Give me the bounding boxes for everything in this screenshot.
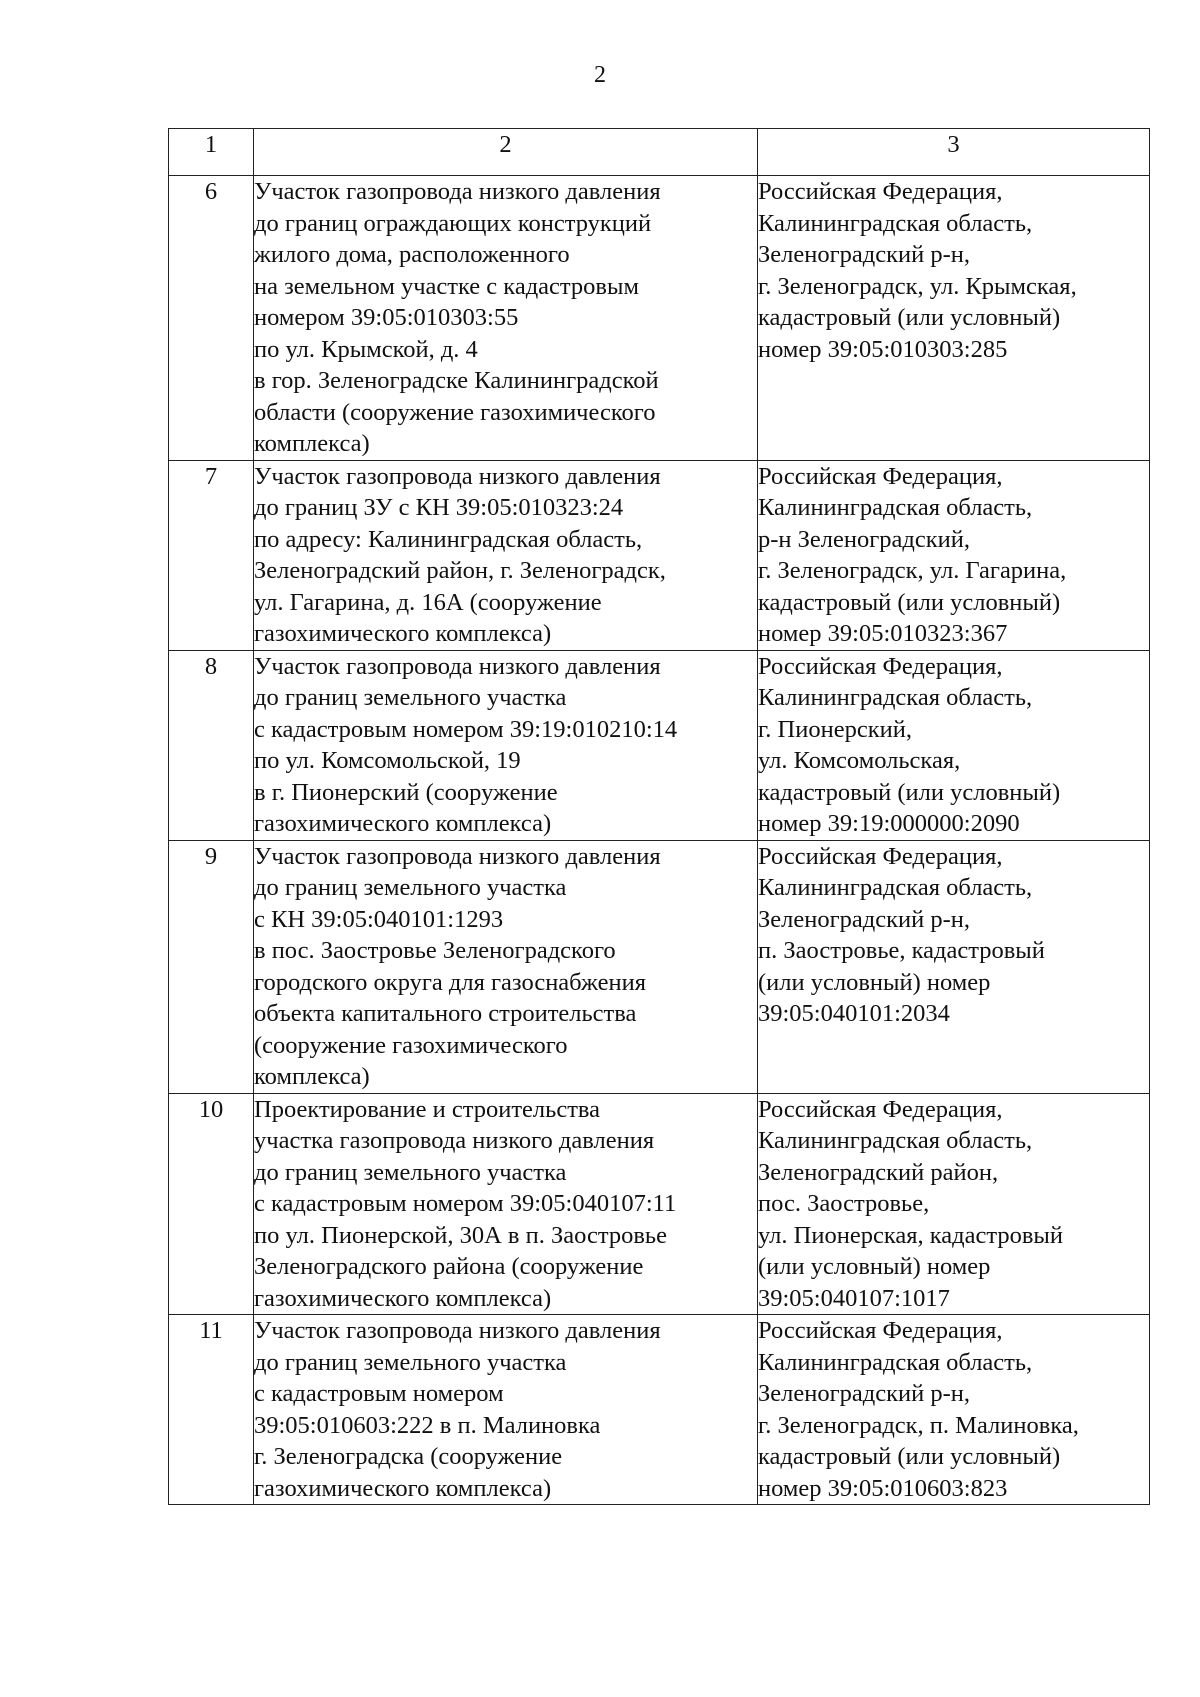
description-line: с КН 39:05:040101:1293 bbox=[254, 905, 504, 933]
address-line: Российская Федерация, bbox=[758, 1317, 1003, 1344]
page-number: 2 bbox=[594, 62, 606, 88]
address-line: г. Пионерский, bbox=[758, 715, 912, 743]
address-line: номер 39:05:010323:367 bbox=[758, 620, 1008, 647]
address-line: 39:05:040107:1017 bbox=[758, 1284, 950, 1312]
description-line: 39:05:010603:222 в п. Малиновка bbox=[254, 1411, 601, 1439]
description-line: Участок газопровода низкого давления bbox=[254, 462, 661, 490]
description-line: Проектирование и строительства bbox=[254, 1095, 601, 1123]
description-line: комплекса) bbox=[254, 430, 370, 457]
address-line: кадастровый (или условный) bbox=[758, 778, 1061, 806]
object-address bbox=[758, 460, 1150, 650]
row-number: 11 bbox=[169, 1315, 254, 1505]
table-body bbox=[169, 176, 1150, 1505]
description-line: по адресу: Калининградская область, bbox=[254, 525, 643, 553]
description-line: участка газопровода низкого давления bbox=[254, 1127, 655, 1154]
address-line: пос. Заостровье, bbox=[758, 1190, 930, 1217]
object-description bbox=[254, 650, 758, 840]
address-line: кадастровый (или условный) bbox=[758, 588, 1061, 616]
description-line: (сооружение газохимического bbox=[254, 1031, 568, 1059]
object-address bbox=[758, 176, 1150, 461]
address-line: Калининградская область, bbox=[758, 1348, 1033, 1376]
description-line: с кадастровым номером 39:05:040107:11 bbox=[254, 1190, 677, 1217]
address-line: (или условный) номер bbox=[758, 968, 991, 996]
address-line: г. Зеленоградск, п. Малиновка, bbox=[758, 1411, 1079, 1439]
object-address bbox=[758, 1315, 1150, 1505]
description-line: в гор. Зеленоградске Калининградской bbox=[254, 367, 659, 394]
description-line: г. Зеленоградска (сооружение bbox=[254, 1443, 563, 1470]
address-line: Российская Федерация, bbox=[758, 842, 1003, 870]
description-line: до границ ЗУ с КН 39:05:010323:24 bbox=[254, 494, 624, 521]
object-address bbox=[758, 1093, 1150, 1315]
description-line: Зеленоградский район, г. Зеленоградск, bbox=[254, 557, 666, 584]
description-line: Участок газопровода низкого давления bbox=[254, 178, 661, 205]
description-line: с кадастровым номером bbox=[254, 1380, 504, 1407]
address-line: г. Зеленоградск, ул. Крымская, bbox=[758, 272, 1077, 300]
address-line: Калининградская область, bbox=[758, 209, 1033, 237]
row-number: 7 bbox=[169, 460, 254, 650]
address-line: р-н Зеленоградский, bbox=[758, 525, 971, 553]
address-line: Российская Федерация, bbox=[758, 462, 1003, 490]
address-line: ул. Комсомольская, bbox=[758, 747, 961, 774]
row-number: 8 bbox=[169, 650, 254, 840]
description-line: ул. Гагарина, д. 16А (сооружение bbox=[254, 588, 602, 616]
description-line: номером 39:05:010303:55 bbox=[254, 304, 519, 331]
description-line: до границ земельного участка bbox=[254, 1158, 567, 1186]
objects-table bbox=[168, 128, 1150, 1505]
description-line: газохимического комплекса) bbox=[254, 1474, 552, 1502]
address-line: ул. Пионерская, кадастровый bbox=[758, 1221, 1064, 1249]
column-header-number: 1 bbox=[169, 129, 254, 176]
description-line: области (сооружение газохимического bbox=[254, 398, 656, 426]
address-line: Калининградская область, bbox=[758, 494, 1033, 521]
object-description bbox=[254, 1315, 758, 1505]
object-description bbox=[254, 460, 758, 650]
description-line: до границ земельного участка bbox=[254, 1348, 567, 1376]
address-line: кадастровый (или условный) bbox=[758, 1443, 1061, 1470]
object-description bbox=[254, 176, 758, 461]
address-line: Российская Федерация, bbox=[758, 1095, 1003, 1123]
description-line: газохимического комплекса) bbox=[254, 810, 552, 837]
column-header-description: 2 bbox=[254, 129, 758, 176]
description-line: до границ земельного участка bbox=[254, 684, 567, 711]
object-description bbox=[254, 840, 758, 1093]
address-line: Зеленоградский р-н, bbox=[758, 905, 971, 933]
table-row bbox=[169, 840, 1150, 1093]
row-number: 6 bbox=[169, 176, 254, 461]
address-line: номер 39:05:010603:823 bbox=[758, 1474, 1008, 1502]
address-line: Калининградская область, bbox=[758, 874, 1033, 901]
row-number: 9 bbox=[169, 840, 254, 1093]
address-line: Зеленоградский р-н, bbox=[758, 241, 971, 268]
column-header-address: 3 bbox=[758, 129, 1150, 176]
address-line: Калининградская область, bbox=[758, 684, 1033, 711]
address-line: Российская Федерация, bbox=[758, 178, 1003, 205]
description-line: Участок газопровода низкого давления bbox=[254, 842, 661, 870]
address-line: (или условный) номер bbox=[758, 1253, 991, 1280]
object-address bbox=[758, 650, 1150, 840]
description-line: с кадастровым номером 39:19:010210:14 bbox=[254, 715, 678, 743]
description-line: в г. Пионерский (сооружение bbox=[254, 778, 558, 806]
address-line: номер 39:19:000000:2090 bbox=[758, 810, 1020, 837]
description-line: городского округа для газоснабжения bbox=[254, 968, 647, 996]
description-line: в пос. Заостровье Зеленоградского bbox=[254, 937, 616, 964]
address-line: кадастровый (или условный) bbox=[758, 304, 1061, 331]
table-row bbox=[169, 460, 1150, 650]
address-line: Российская Федерация, bbox=[758, 652, 1003, 680]
address-line: Зеленоградский район, bbox=[758, 1158, 999, 1186]
object-description bbox=[254, 1093, 758, 1315]
description-line: газохимического комплекса) bbox=[254, 620, 552, 647]
description-line: Участок газопровода низкого давления bbox=[254, 652, 661, 680]
description-line: до границ ограждающих конструкций bbox=[254, 209, 652, 237]
description-line: по ул. Крымской, д. 4 bbox=[254, 335, 478, 363]
row-number: 10 bbox=[169, 1093, 254, 1315]
description-line: по ул. Пионерской, 30А в п. Заостровье bbox=[254, 1221, 667, 1249]
table-header-row bbox=[169, 129, 1150, 176]
description-line: Участок газопровода низкого давления bbox=[254, 1317, 661, 1344]
description-line: газохимического комплекса) bbox=[254, 1284, 552, 1312]
description-line: жилого дома, расположенного bbox=[254, 241, 570, 268]
table-row bbox=[169, 650, 1150, 840]
address-line: Калининградская область, bbox=[758, 1127, 1033, 1154]
address-line: Зеленоградский р-н, bbox=[758, 1380, 971, 1407]
description-line: комплекса) bbox=[254, 1063, 370, 1090]
description-line: Зеленоградского района (сооружение bbox=[254, 1253, 644, 1280]
description-line: по ул. Комсомольской, 19 bbox=[254, 747, 521, 774]
address-line: 39:05:040101:2034 bbox=[758, 1000, 950, 1027]
table-row bbox=[169, 176, 1150, 461]
object-address bbox=[758, 840, 1150, 1093]
description-line: на земельном участке с кадастровым bbox=[254, 272, 639, 300]
table-row bbox=[169, 1093, 1150, 1315]
description-line: до границ земельного участка bbox=[254, 874, 567, 901]
address-line: п. Заостровье, кадастровый bbox=[758, 937, 1045, 964]
address-line: номер 39:05:010303:285 bbox=[758, 335, 1008, 363]
description-line: объекта капитального строительства bbox=[254, 1000, 637, 1027]
address-line: г. Зеленоградск, ул. Гагарина, bbox=[758, 557, 1067, 584]
table-row bbox=[169, 1315, 1150, 1505]
